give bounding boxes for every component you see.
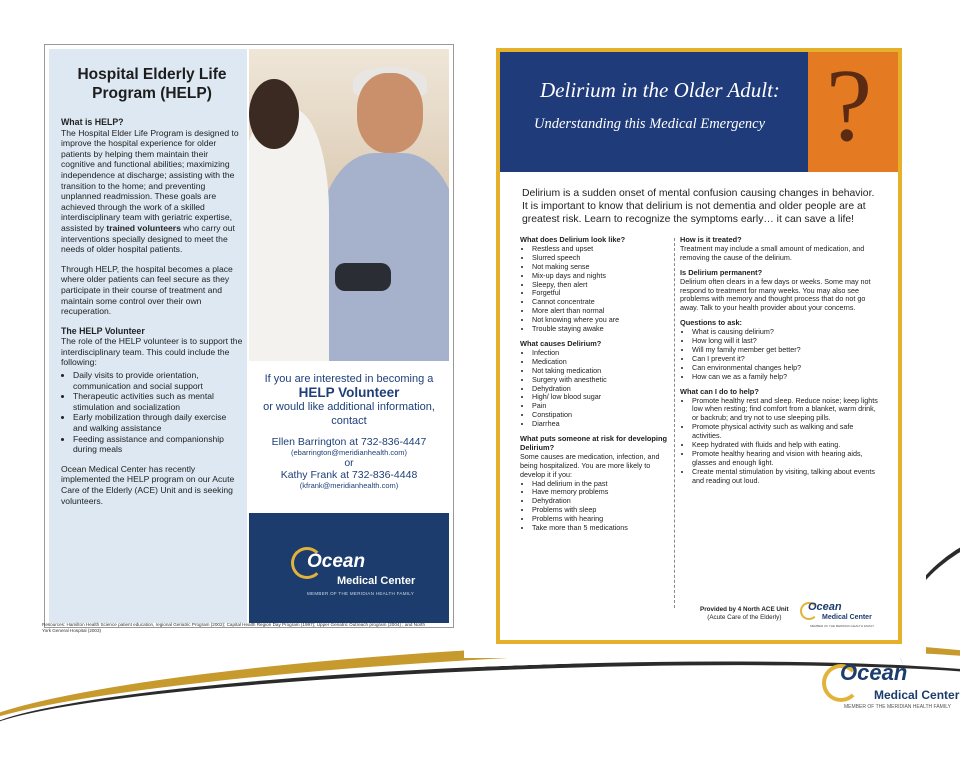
list-item: • Early mobilization through daily exercise and walking assistance xyxy=(73,412,243,433)
contact-box xyxy=(249,361,449,513)
list-item: • Had delirium in the past xyxy=(532,480,670,489)
list-item: • Constipation xyxy=(532,411,670,420)
list-item: • How long will it last? xyxy=(692,337,880,346)
ocean-logo-corner xyxy=(822,658,960,714)
questions-list xyxy=(680,328,880,381)
list-item: • Not making sense xyxy=(532,263,670,272)
nurse-patient-photo xyxy=(249,49,449,361)
causes-heading: What causes Delirium? xyxy=(520,338,602,348)
list-item: • Trouble staying awake xyxy=(532,325,670,334)
treated-text: Treatment may include a small amount of medication, and removing the cause of the delirium. xyxy=(680,243,865,262)
contact-name-2: Kathy Frank at 732-836-4448 xyxy=(280,469,418,481)
contact-email-1[interactable]: (ebarrington@meridianhealth.com) xyxy=(290,448,407,457)
list-item: • Medication xyxy=(532,358,670,367)
contact-or: or xyxy=(344,457,354,469)
look-like-list xyxy=(520,245,670,334)
help-heading: What can I do to help? xyxy=(680,386,759,396)
list-item: • Sleepy, then alert xyxy=(532,281,670,290)
contact-email-2[interactable]: (kfrank@meridianhealth.com) xyxy=(299,481,399,490)
delirium-frame xyxy=(496,48,902,644)
list-item: • Dehydration xyxy=(532,385,670,394)
help-title: Hospital Elderly Life Program (HELP) xyxy=(77,66,227,102)
logo-brand-member: MEMBER OF THE MERIDIAN HEALTH FAMILY xyxy=(307,591,415,596)
question-mark-image xyxy=(808,48,898,172)
logo-brand-ocean: Ocean xyxy=(808,601,842,613)
delirium-intro: Delirium is a sudden onset of mental confusion causing changes in behavior. It is important to know that delirium is not dementia and older people are at greatest risk. Learn to recognize the symptoms early… it can save a life! xyxy=(522,188,875,225)
list-item: • Problems with sleep xyxy=(532,506,670,515)
logo-brand-ocean: Ocean xyxy=(840,660,908,685)
volunteer-list xyxy=(61,370,243,455)
contact-line3: or would like additional information, contact xyxy=(263,401,435,427)
help-volunteer-heading: The HELP Volunteer xyxy=(61,325,145,336)
list-item: • Promote healthy hearing and vision with hearing aids, glasses and enough light. xyxy=(692,450,880,468)
list-item: • Promote physical activity such as walking and safe activities. xyxy=(692,423,880,441)
logo-brand-member: MEMBER OF THE MERIDIAN HEALTH FAMILY xyxy=(810,624,875,628)
list-item: • Not knowing where you are xyxy=(532,316,670,325)
delirium-title: Delirium in the Older Adult: xyxy=(540,78,780,102)
list-item: • Cannot concentrate xyxy=(532,298,670,307)
list-item: • Slurred speech xyxy=(532,254,670,263)
list-item: • Forgetful xyxy=(532,289,670,298)
question-mark-icon: ? xyxy=(826,48,873,163)
logo-brand-medical-center: Medical Center xyxy=(337,575,416,587)
logo-brand-medical-center: Medical Center xyxy=(822,614,872,621)
contact-line2: HELP Volunteer xyxy=(298,385,400,400)
logo-brand-medical-center: Medical Center xyxy=(874,688,960,702)
list-item: • Will my family member get better? xyxy=(692,346,880,355)
contact-name-1: Ellen Barrington at 732-836-4447 xyxy=(271,436,427,448)
help-brochure xyxy=(44,44,454,628)
questions-heading: Questions to ask: xyxy=(680,318,743,328)
provided-line1: Provided by 4 North ACE Unit xyxy=(700,606,789,613)
causes-list xyxy=(520,349,670,429)
column-divider xyxy=(674,238,675,608)
delirium-brochure xyxy=(464,18,926,658)
list-item: • Feeding assistance and companionship during meals xyxy=(73,434,243,455)
provided-line2: (Acute Care of the Elderly) xyxy=(707,614,782,621)
list-item: • What is causing delirium? xyxy=(692,328,880,337)
look-like-heading: What does Delirium look like? xyxy=(520,235,626,244)
list-item: • Daily visits to provide orientation, communication and social support xyxy=(73,370,243,391)
help-volunteer-text: The role of the HELP volunteer is to support the interdisciplinary team. This could include the following: xyxy=(61,336,243,368)
list-item: • Pain xyxy=(532,402,670,411)
list-item: • Therapeutic activities such as mental stimulation and socialization xyxy=(73,391,243,412)
list-item: • Restless and upset xyxy=(532,245,670,254)
list-item: • Can environmental changes help? xyxy=(692,364,880,373)
list-item: • Can I prevent it? xyxy=(692,355,880,364)
help-list xyxy=(680,397,880,486)
list-item: • Infection xyxy=(532,349,670,358)
help-body xyxy=(61,117,243,515)
treated-heading: How is it treated? xyxy=(680,235,742,244)
list-item: • Surgery with anesthetic xyxy=(532,376,670,385)
list-item: • Keep hydrated with fluids and help with eating. xyxy=(692,441,880,450)
risk-list xyxy=(520,480,670,533)
delirium-subtitle: Understanding this Medical Emergency xyxy=(534,116,766,132)
list-item: • Promote healthy rest and sleep. Reduce noise; keep lights low when resting; find comfort from a blanket, warm drink, or backrub; and try not to use sleeping pills. xyxy=(692,397,880,424)
list-item: • Not taking medication xyxy=(532,367,670,376)
provided-by xyxy=(700,606,789,622)
list-item: • How can we as a family help? xyxy=(692,373,880,382)
closing-text: Ocean Medical Center has recently implemented the HELP program on our Acute Care of the Elderly (ACE) Unit and is seeking volunteers. xyxy=(61,463,235,506)
resources-footnote: Resources: Hamilton Health Science patient education, regional Geriatric Program (2002); Capital Health Region Day Program (1997); Upper Geriatric Outreach program (2004) ; and North York General Hospital (2003) xyxy=(42,622,425,633)
what-is-help-text: The Hospital Elder Life Program is designed to improve the hospital experience for older patients by helping them maintain their cognitive and functional abilities; maximizing independence at discharge; assisting with the transition to the home; and preventing unplanned readmission. These goals are achieved through the work of a skilled interdisciplinary team with geriatric expertise, assisted by trained volunteers who carry out interventions specially designed to meet the needs of older hospital patients. xyxy=(61,127,239,255)
logo-brand-member: MEMBER OF THE MERIDIAN HEALTH FAMILY xyxy=(844,704,951,710)
list-item: • Have memory problems xyxy=(532,488,670,497)
what-is-help-heading: What is HELP? xyxy=(61,117,124,127)
list-item: • More alert than normal xyxy=(532,307,670,316)
permanent-text: Delirium often clears in a few days or weeks. Some may not respond to treatment for many weeks. You may also see problems with memory and thought process that do not go away. Talk to your health provider about your concerns. xyxy=(680,276,871,313)
list-item: • Problems with hearing xyxy=(532,515,670,524)
delirium-banner xyxy=(500,48,898,172)
ocean-logo-box xyxy=(249,513,449,623)
list-item: • Create mental stimulation by visiting, talking about events and reading out loud. xyxy=(692,468,880,486)
list-item: • High/ low blood sugar xyxy=(532,393,670,402)
delirium-left-column xyxy=(520,236,670,539)
list-item: • Diarrhea xyxy=(532,420,670,429)
logo-brand-ocean: Ocean xyxy=(307,551,366,572)
risk-text: Some causes are medication, infection, and being hospitalized. You are more likely to develop it if you: xyxy=(520,451,660,479)
list-item: • Dehydration xyxy=(532,497,670,506)
delirium-right-column xyxy=(680,236,880,492)
contact-line1: If you are interested in becoming a xyxy=(264,373,434,385)
help-text-column xyxy=(49,49,247,623)
list-item: • Take more than 5 medications xyxy=(532,524,670,533)
through-help-text: Through HELP, the hospital becomes a place where older patients can feel secure as they participate in their course of treatment and maintain some control over their own recuperation. xyxy=(61,263,233,317)
permanent-heading: Is Delirium permanent? xyxy=(680,267,763,277)
list-item: • Mix-up days and nights xyxy=(532,272,670,281)
risk-heading: What puts someone at risk for developing Delirium? xyxy=(520,434,668,452)
